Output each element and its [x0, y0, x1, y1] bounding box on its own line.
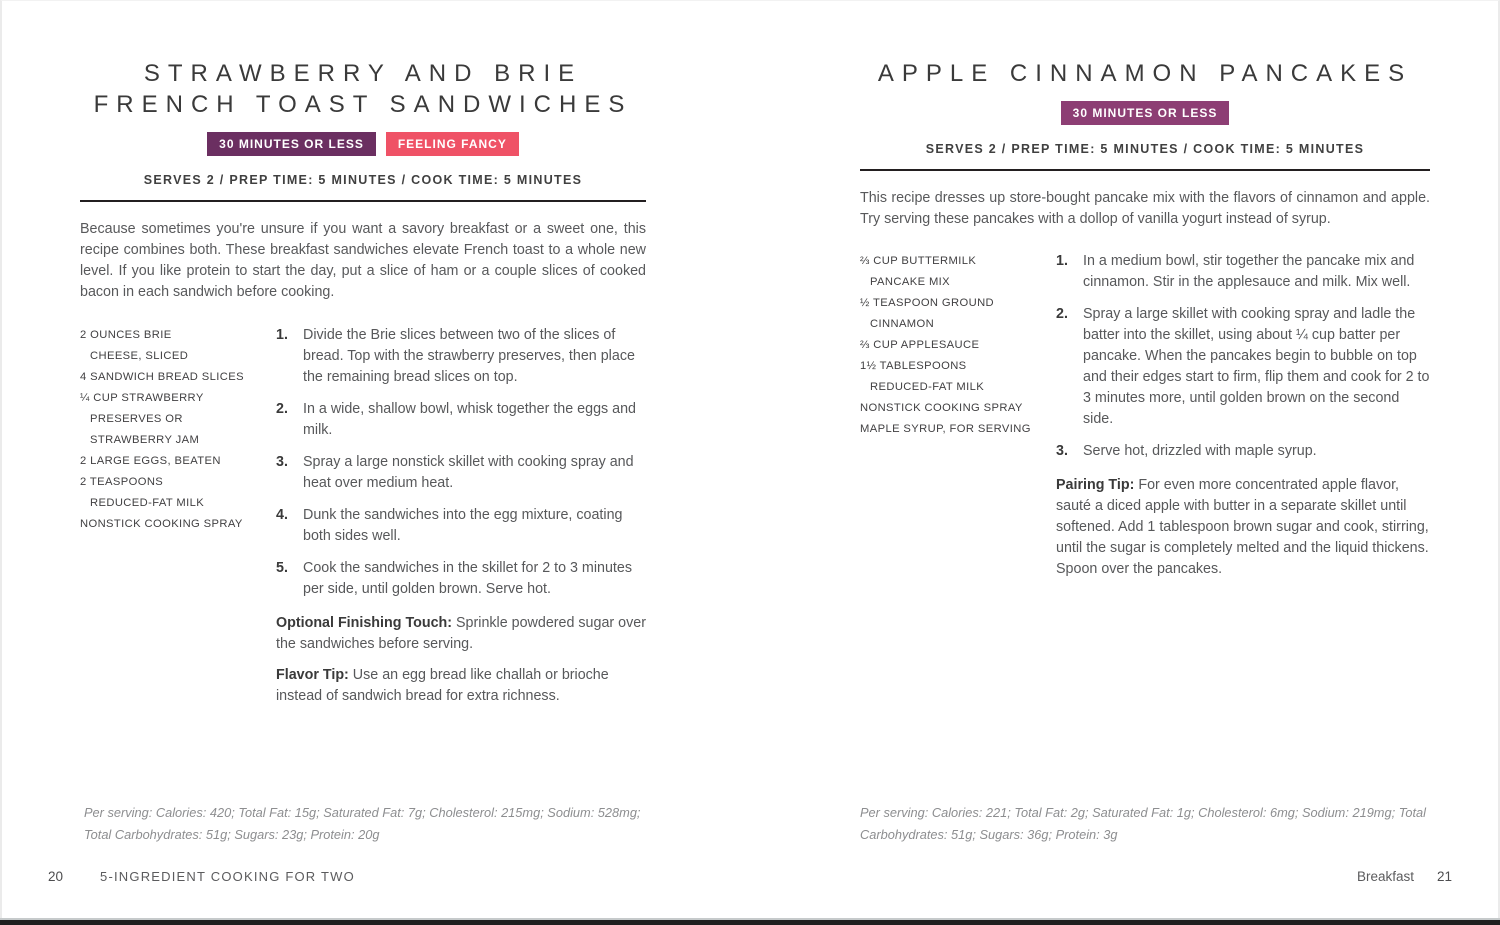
ingredient-item	[80, 388, 276, 451]
ingredient-line: ⅔ CUP APPLESAUCE	[860, 339, 980, 351]
badge-feeling-fancy: FEELING FANCY	[386, 132, 519, 156]
left-recipe-title-line1: STRAWBERRY AND BRIE	[143, 60, 583, 87]
step-text: Dunk the sandwiches into the egg mixture, coating both sides well.	[303, 507, 623, 544]
tip-text: For even more concentrated apple flavor, sauté a diced apple with butter in a separate skillet until softened. Add 1 tablespoon brown sugar and cook, stirring, until the sugar is completely melted and the liquid thickens. Spoon over the pancakes.	[1056, 477, 1429, 577]
step-text: Serve hot, drizzled with maple syrup.	[1083, 443, 1317, 459]
right-badges	[860, 101, 1430, 125]
right-divider-rule	[860, 169, 1430, 171]
ingredient-line: MAPLE SYRUP, FOR SERVING	[860, 423, 1031, 435]
ingredient-line: PANCAKE MIX	[870, 276, 951, 288]
right-recipe-body	[860, 251, 1430, 580]
ingredient-line: ½ TEASPOON GROUND	[860, 297, 995, 309]
left-page	[80, 0, 646, 707]
ingredient-line: 2 LARGE EGGS, BEATEN	[80, 455, 221, 467]
ingredient-item	[860, 293, 1056, 335]
step-text: Spray a large skillet with cooking spray and ladle the batter into the skillet, using about ¼ cup batter per pancake. When the pancakes begin to bubble on top and their edges start to firm, flip them and cook for 2 to 3 minutes more, until golden brown on the second side.	[1083, 306, 1430, 427]
page-bottom-edge	[0, 918, 1500, 925]
ingredient-line: 2 TEASPOONS	[80, 476, 164, 488]
left-recipe-title	[80, 58, 646, 120]
left-ingredient-list	[80, 325, 276, 707]
step-number: 1.	[1056, 253, 1068, 269]
ingredient-item	[80, 325, 276, 367]
tip-label: Pairing Tip:	[1056, 477, 1135, 493]
ingredient-item	[860, 398, 1056, 419]
instruction-step	[276, 325, 646, 388]
right-nutrition-note: Per serving: Calories: 221; Total Fat: 2g; Saturated Fat: 1g; Cholesterol: 6mg; Sodium: 219mg; Total Carbohydrates: 51g; Sugars: 36g; Protein: 3g	[860, 805, 1426, 842]
left-divider-rule	[80, 200, 646, 202]
instruction-step	[276, 558, 646, 600]
tip-optional-finishing-touch	[276, 613, 646, 655]
instruction-step	[276, 452, 646, 494]
right-recipe-title-line1: APPLE CINNAMON PANCAKES	[877, 60, 1413, 87]
step-number: 4.	[276, 507, 288, 523]
ingredient-line: ⅔ CUP BUTTERMILK	[860, 255, 977, 267]
instruction-step	[276, 399, 646, 441]
tip-label: Optional Finishing Touch:	[276, 615, 453, 631]
ingredient-item	[860, 251, 1056, 293]
tip-text: Use an egg bread like challah or brioche instead of sandwich bread for extra richness.	[276, 667, 609, 704]
instruction-step	[1056, 304, 1430, 430]
left-intro-paragraph: Because sometimes you're unsure if you want a savory breakfast or a sweet one, this recipe combines both. These breakfast sandwiches elevate French toast to a whole new level. If you like protein to start the day, put a slice of ham or a couple slices of cooked bacon in each sandwich before cooking.	[80, 221, 646, 300]
ingredient-item	[80, 367, 276, 388]
left-recipe-body	[80, 325, 646, 707]
step-number: 2.	[1056, 306, 1068, 322]
ingredient-item	[860, 356, 1056, 398]
right-step-list	[1056, 251, 1430, 462]
tip-text: Sprinkle powdered sugar over the sandwiches before serving.	[276, 615, 646, 652]
ingredient-line: CINNAMON	[870, 318, 935, 330]
step-text: In a wide, shallow bowl, whisk together the eggs and milk.	[303, 401, 636, 438]
left-badges	[80, 132, 646, 156]
ingredient-line: NONSTICK COOKING SPRAY	[860, 402, 1023, 414]
ingredient-line: PRESERVES OR	[90, 413, 183, 425]
ingredient-item	[80, 472, 276, 514]
ingredient-line: ¼ CUP STRAWBERRY	[80, 392, 204, 404]
right-ingredient-list	[860, 251, 1056, 580]
left-running-footer	[48, 869, 355, 884]
step-number: 5.	[276, 560, 288, 576]
step-number: 3.	[1056, 443, 1068, 459]
ingredient-line: 4 SANDWICH BREAD SLICES	[80, 371, 244, 383]
ingredient-line: STRAWBERRY JAM	[90, 434, 200, 446]
instruction-step	[276, 505, 646, 547]
step-number: 3.	[276, 454, 288, 470]
left-step-list	[276, 325, 646, 600]
tip-flavor	[276, 665, 646, 707]
step-number: 1.	[276, 327, 288, 343]
ingredient-line: 2 OUNCES BRIE	[80, 329, 172, 341]
step-number: 2.	[276, 401, 288, 417]
left-nutrition-note: Per serving: Calories: 420; Total Fat: 15g; Saturated Fat: 7g; Cholesterol: 215mg; Sodium: 528mg; Total Carbohydrates: 51g; Sugars: 23g; Protein: 20g	[84, 805, 641, 842]
left-recipe-title-line2: FRENCH TOAST SANDWICHES	[93, 91, 633, 118]
step-text: Spray a large nonstick skillet with cooking spray and heat over medium heat.	[303, 454, 634, 491]
chapter-name: Breakfast	[1356, 869, 1414, 884]
ingredient-item	[80, 451, 276, 472]
left-serves-line: SERVES 2 / PREP TIME: 5 MINUTES / COOK TIME: 5 MINUTES	[143, 173, 583, 187]
ingredient-line: 1½ TABLESPOONS	[860, 360, 967, 372]
right-serves-line: SERVES 2 / PREP TIME: 5 MINUTES / COOK TIME: 5 MINUTES	[925, 142, 1365, 156]
step-text: Divide the Brie slices between two of the slices of bread. Top with the strawberry preserves, then place the remaining bread slices on top.	[303, 327, 635, 385]
right-intro-paragraph: This recipe dresses up store-bought pancake mix with the flavors of cinnamon and apple. Try serving these pancakes with a dollop of vanilla yogurt instead of syrup.	[860, 190, 1430, 227]
right-steps-column	[1056, 251, 1430, 580]
ingredient-line: CHEESE, SLICED	[90, 350, 189, 362]
badge-30-minutes: 30 MINUTES OR LESS	[1061, 101, 1230, 125]
right-page-number: 21	[1436, 869, 1452, 884]
step-text: Cook the sandwiches in the skillet for 2 to 3 minutes per side, until golden brown. Serve hot.	[303, 560, 632, 597]
tip-label: Flavor Tip:	[276, 667, 349, 683]
book-title: 5-INGREDIENT COOKING FOR TWO	[100, 869, 355, 884]
left-steps-column	[276, 325, 646, 707]
right-running-footer	[1357, 869, 1452, 884]
right-page	[860, 0, 1430, 580]
ingredient-line: REDUCED-FAT MILK	[90, 497, 205, 509]
ingredient-item	[860, 419, 1056, 440]
ingredient-line: REDUCED-FAT MILK	[870, 381, 985, 393]
ingredient-line: NONSTICK COOKING SPRAY	[80, 518, 243, 530]
instruction-step	[1056, 251, 1430, 293]
instruction-step	[1056, 441, 1430, 462]
badge-30-minutes: 30 MINUTES OR LESS	[207, 132, 376, 156]
right-recipe-title	[860, 58, 1430, 89]
tip-pairing	[1056, 475, 1430, 580]
step-text: In a medium bowl, stir together the pancake mix and cinnamon. Stir in the applesauce and milk. Mix well.	[1083, 253, 1415, 290]
ingredient-item	[860, 335, 1056, 356]
left-page-number: 20	[48, 869, 64, 884]
ingredient-item	[80, 514, 276, 535]
